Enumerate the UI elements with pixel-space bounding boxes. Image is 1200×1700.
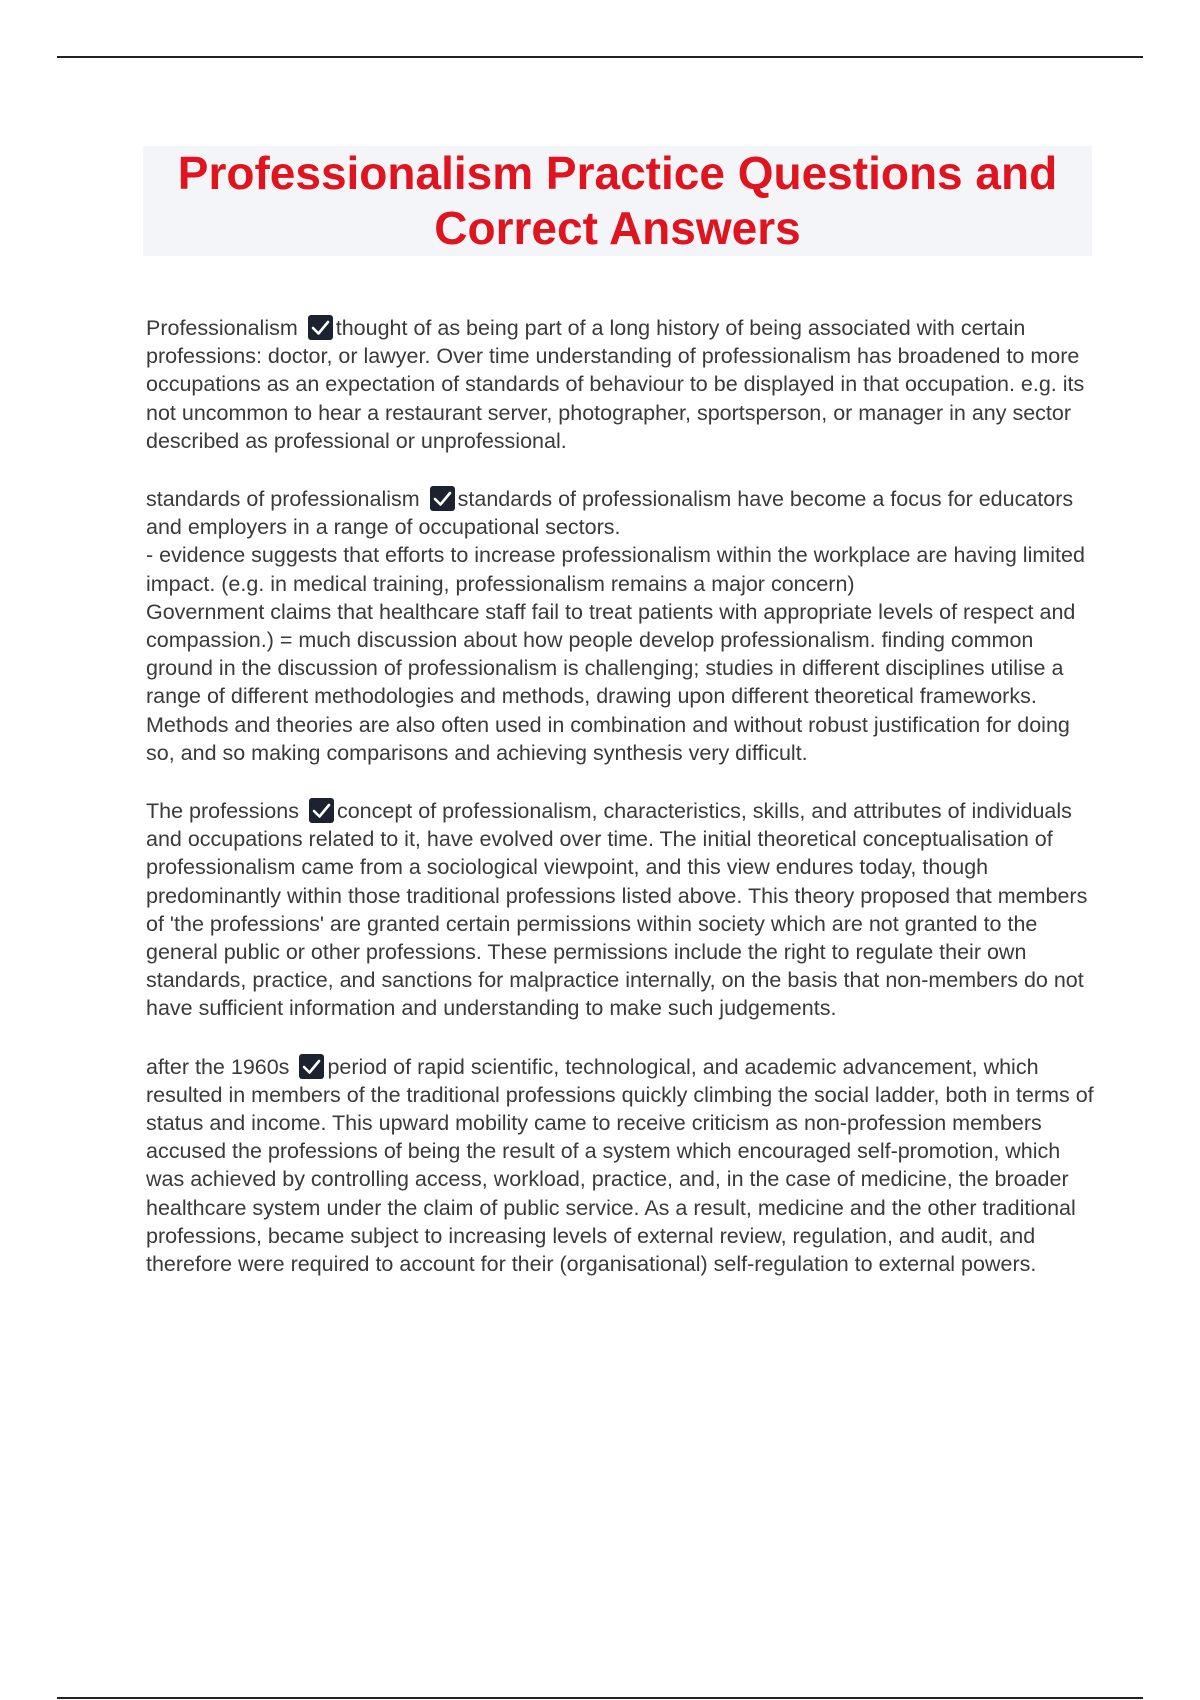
qa-term: The professions [146,799,299,824]
qa-paragraph [146,1053,1096,1279]
qa-term: standards of professionalism [146,487,420,512]
qa-answer: standards of professionalism have become a focus for educators and employers in a range of occupational sectors. [146,487,1074,540]
bottom-divider [57,1697,1143,1699]
qa-item [146,485,1096,767]
qa-paragraph [146,314,1096,455]
qa-answer: period of rapid scientific, technological, and academic advancement, which resulted in members of the traditional professions quickly climbing the social ladder, both in terms of status and income. This upward mobility came to receive criticism as non-profession members accused the professions of being the result of a system which encouraged self-promotion, which was achieved by controlling access, workload, practice, and, in the case of medicine, the broader healthcare system under the claim of public service. As a result, medicine and the other traditional professions, became subject to increasing levels of external review, regulation, and audit, and therefore were required to account for their (organisational) self-regulation to external powers. [146,1054,1094,1277]
qa-paragraph: - evidence suggests that efforts to increase professionalism within the workplace are having limited impact. (e.g. in medical training, professionalism remains a major concern) [146,543,1085,596]
document-body [146,314,1096,1308]
qa-item [146,797,1096,1023]
qa-item [146,314,1096,455]
qa-answer: concept of professionalism, characteristics, skills, and attributes of individuals and occupations related to it, have evolved over time. The initial theoretical conceptualisation of professionalism came from a sociological viewpoint, and this view endures today, though predominantly within those traditional professions listed above. This theory proposed that members of 'the professions' are granted certain permissions within society which are not granted to the general public or other professions. These permissions include the right to regulate their own standards, practice, and sanctions for malpractice internally, on the basis that non-members do not have sufficient information and understanding to make such judgements. [146,799,1088,1021]
check-box-icon [430,486,455,511]
check-box-icon [308,315,333,340]
check-box-icon [299,1054,324,1079]
check-box-icon [309,798,334,823]
qa-paragraph: Government claims that healthcare staff fail to treat patients with appropriate levels of respect and compassion.) = much discussion about how people develop professionalism. finding common ground in the discussion of professionalism is challenging; studies in different disciplines utilise a range of different methodologies and methods, drawing upon different theoretical frameworks. Methods and theories are also often used in combination and without robust justification for doing so, and so making comparisons and achieving synthesis very difficult. [146,599,1076,765]
qa-term: after the 1960s [146,1054,290,1079]
qa-answer: thought of as being part of a long history of being associated with certain professions: doctor, or lawyer. Over time understanding of professionalism has broadened to more occupations as an expectation of standards of behaviour to be displayed in that occupation. e.g. its not uncommon to hear a restaurant server, photographer, sportsperson, or manager in any sector described as professional or unprofessional. [146,316,1085,453]
qa-paragraph [146,797,1096,1023]
page-title: Professionalism Practice Questions and Correct Answers [177,147,1058,254]
title-banner [143,146,1092,256]
qa-term: Professionalism [146,316,298,340]
qa-paragraph [146,485,1096,541]
qa-item [146,1053,1096,1279]
top-divider [57,56,1143,58]
